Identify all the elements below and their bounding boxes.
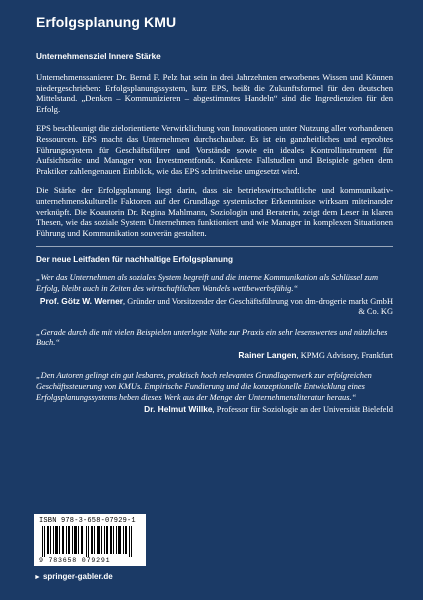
- quote-text: „Gerade durch die mit vielen Beispielen unterlegte Nähe zur Praxis ein sehr lesenswertes und nützliches Buch.“: [36, 327, 388, 348]
- quote-werner: [36, 273, 393, 317]
- divider: [36, 246, 393, 247]
- publisher-url-text: springer-gabler.de: [42, 572, 113, 581]
- quote-author-affiliation: , KPMG Advisory, Frankfurt: [296, 350, 393, 360]
- quote-text: „Den Autoren gelingt ein gut lesbares, praktisch hoch relevantes Grundlagenwerk zur erfolgreichen Geschäftssteuerung von KMUs. Empirische Fundierung und die konzeptionelle Entwicklung eines Erfolgsplanungssystems heben dieses Werk aus der Menge der Unternehmensliteratur heraus.“: [36, 371, 372, 402]
- book-title: Erfolgsplanung KMU: [36, 14, 177, 30]
- quote-attribution: [36, 404, 393, 416]
- quote-author-affiliation: , Professor für Soziologie an der Universität Bielefeld: [212, 405, 393, 415]
- triangle-right-icon: ►: [34, 574, 41, 581]
- quote-text: „Wer das Unternehmen als soziales System begreift und die interne Kommunikation als Schlüssel zum Erfolg, bleibt auch in Zeiten des wirtschaftlichen Wandels wettbewerbsfähig.“: [36, 273, 379, 293]
- isbn-number: ISBN 978-3-658-07929-1: [39, 517, 136, 525]
- quote-attribution: [36, 350, 393, 362]
- quote-willke: [36, 371, 393, 415]
- isbn-barcode: [34, 514, 146, 566]
- quote-attribution: [36, 296, 393, 318]
- barcode-icon: [39, 526, 139, 557]
- publisher-url[interactable]: [34, 572, 113, 583]
- quote-author-name: Rainer Langen: [238, 349, 297, 360]
- quote-author-name: Prof. Götz W. Werner: [39, 295, 124, 306]
- quote-author-name: Dr. Helmut Willke: [144, 404, 213, 415]
- quote-author-affiliation: , Gründer und Vorsitzender der Geschäftsführung von dm-drogerie markt GmbH & Co. KG: [123, 296, 393, 317]
- strength-paragraph: Die Stärke der Erfolgsplanung liegt darin, dass sie betriebswirtschaftliche und kommunikativ-unternehmenskulturelle Faktoren auf der Grundlage systemischer Erkenntnisse wirksam miteinander verknüpft. Die Koautorin Dr. Regina Mahlmann, Soziologin und Beraterin, zeigt dem Leser in klaren Thesen, wie das soziale System Unternehmen funktioniert und wie Manager in komplexen Situationen Führung und Kommunikation souverän gestalten.: [36, 185, 393, 238]
- intro-paragraph: Unternehmenssanierer Dr. Bernd F. Pelz hat sein in drei Jahrzehnten erworbenes Wissen und Können niedergeschrieben: Erfolgsplanungssystem, kurz EPS, heißt die Zukunftsformel für den deutschen Mittelstand. „Denken – Kommunizieren – abgestimmtes Handeln“ sind die Ingredienzien für den Erfolg.: [36, 72, 393, 114]
- eps-paragraph: EPS beschleunigt die zielorientierte Verwirklichung von Innovationen unter Nutzung aller vorhandenen Ressourcen. EPS macht das Unternehmen durchschaubar. Es ist ein ganzheitliches und erprobtes Führungssystem für Geschäftsführer und Vorstände sowie ein ideales Kontrollinstrument für Aufsichtsräte und Manager von Investmentfonds. Konkrete Fallstudien und Beispiele geben dem Praktiker zahlengenauen Einblick, wie das EPS schrittweise umgesetzt wird.: [36, 123, 393, 176]
- guide-heading: Der neue Leitfaden für nachhaltige Erfolgsplanung: [36, 255, 233, 265]
- subtitle: Unternehmensziel Innere Stärke: [36, 52, 161, 61]
- quote-langen: [36, 328, 393, 362]
- ean-number: 9 783658 079291: [39, 557, 111, 564]
